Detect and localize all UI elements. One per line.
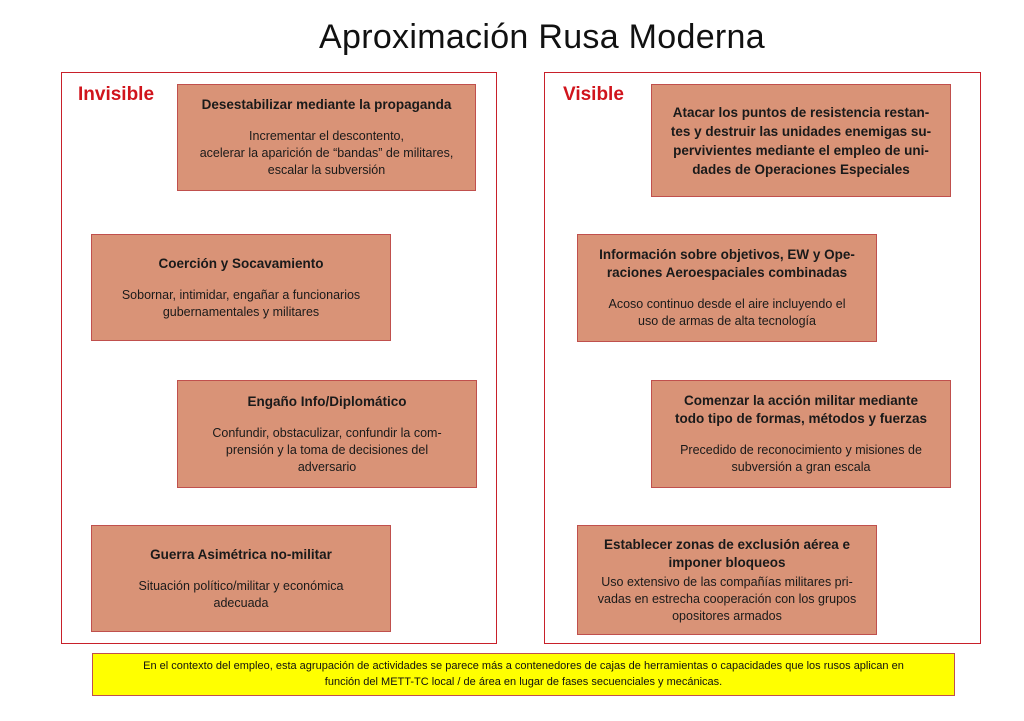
box-propaganda-title: Desestabilizar mediante la propaganda	[201, 97, 452, 112]
box-establecer-line-3: opositores armados	[672, 608, 782, 623]
box-coercion-title: Coerción y Socavamiento	[158, 255, 324, 271]
visible-label: Visible	[563, 84, 624, 105]
box-atacar-title-3: pervivientes mediante el empleo de uni-	[673, 142, 929, 158]
box-comenzar-line-1: Precedido de reconocimiento y misiones de	[680, 443, 922, 457]
box-atacar-title-1: Atacar los puntos de resistencia restan-	[672, 104, 930, 120]
box-engano	[177, 380, 477, 488]
box-establecer-line-2: vadas en estrecha cooperación con los grupos	[597, 591, 857, 606]
context-note-line-2: función del METT-TC local / de área en lugar de fases secuenciales y mecánicas.	[324, 676, 723, 688]
box-propaganda-line-3: escalar la subversión	[267, 163, 386, 177]
box-engano-line-1: Confundir, obstaculizar, confundir la com-	[212, 425, 442, 440]
box-establecer	[577, 525, 877, 635]
box-guerra	[91, 525, 391, 632]
box-coercion-line-1: Sobornar, intimidar, engañar a funcionarios	[121, 287, 361, 302]
box-atacar	[651, 84, 951, 197]
box-establecer-title-2: imponer bloqueos	[668, 554, 786, 570]
box-engano-line-3: adversario	[297, 459, 357, 474]
box-informacion-line-1: Acoso continuo desde el aire incluyendo el	[608, 297, 846, 311]
box-atacar-title-4: dades de Operaciones Especiales	[692, 161, 910, 177]
box-comenzar-line-2: subversión a gran escala	[731, 460, 871, 474]
box-coercion	[91, 234, 391, 341]
box-informacion-title-2: raciones Aeroespaciales combinadas	[606, 265, 848, 280]
box-informacion	[577, 234, 877, 342]
box-comenzar-title-2: todo tipo de formas, métodos y fuerzas	[674, 411, 928, 426]
box-establecer-title-1: Establecer zonas de exclusión aérea e	[603, 536, 851, 552]
page-title: Aproximación Rusa Moderna	[319, 18, 765, 56]
box-informacion-line-2: uso de armas de alta tecnología	[638, 314, 816, 328]
box-propaganda-line-1: Incrementar el descontento,	[249, 129, 404, 143]
context-note	[92, 653, 955, 696]
box-informacion-title-1: Información sobre objetivos, EW y Ope-	[599, 247, 855, 262]
invisible-label: Invisible	[78, 84, 155, 105]
box-propaganda-line-2: acelerar la aparición de “bandas” de militares,	[199, 146, 454, 160]
context-note-line-1: En el contexto del empleo, esta agrupación de actividades se parece más a contenedores de cajas de herramientas o capacidades que los rusos aplican en	[143, 660, 904, 672]
box-coercion-line-2: gubernamentales y militares	[162, 304, 320, 319]
box-comenzar	[651, 380, 951, 488]
box-guerra-title: Guerra Asimétrica no-militar	[150, 546, 332, 562]
box-comenzar-title-1: Comenzar la acción militar mediante	[683, 393, 919, 408]
box-engano-title: Engaño Info/Diplomático	[247, 393, 407, 409]
box-atacar-title-2: tes y destruir las unidades enemigas su-	[670, 123, 932, 139]
box-guerra-line-2: adecuada	[213, 595, 269, 610]
box-guerra-line-1: Situación político/militar y económica	[138, 578, 344, 593]
box-engano-line-2: prensión y la toma de decisiones del	[225, 442, 429, 457]
box-propaganda	[177, 84, 476, 191]
box-establecer-line-1: Uso extensivo de las compañías militares pri-	[601, 574, 853, 589]
